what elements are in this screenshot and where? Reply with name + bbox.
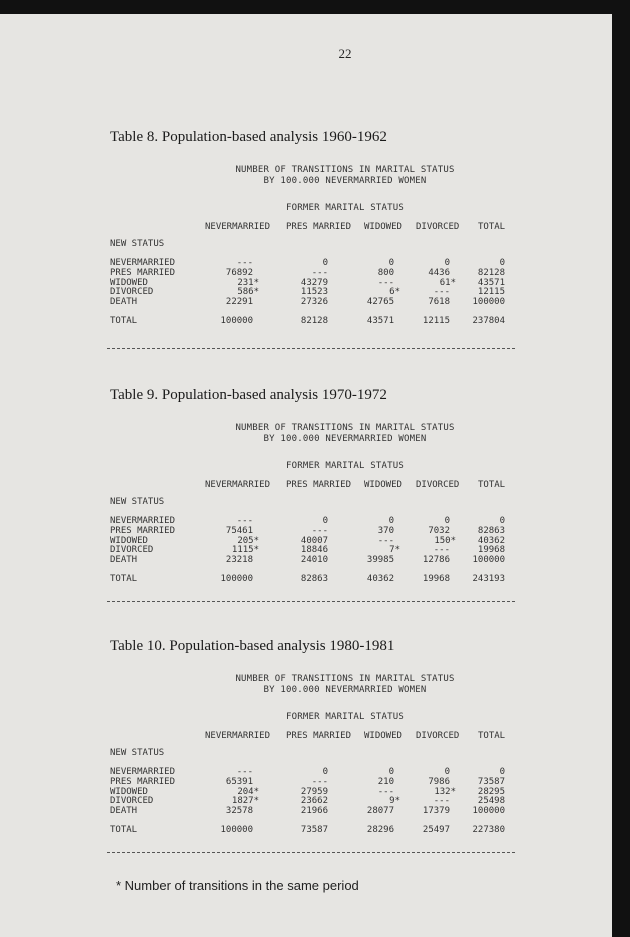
table-cell: 43571 [477, 277, 505, 288]
column-header: NEVERMARRIED [205, 731, 271, 741]
table-cell: 100000 [220, 574, 253, 584]
table-cell: 0 [388, 516, 394, 526]
table-cell: 28296 [366, 825, 394, 835]
table-cell: 1827* [231, 796, 259, 807]
table-cell: 227380 [472, 825, 505, 835]
table-subtitle-line1: NUMBER OF TRANSITIONS IN MARITAL STATUS [235, 674, 455, 684]
table-cell: --- [433, 287, 450, 298]
row-label: NEVERMARRIED [110, 258, 176, 268]
table-cell: 12115 [477, 287, 505, 298]
table-cell: 100000 [472, 297, 505, 308]
table-cell: 4436 [428, 267, 450, 278]
table-cell: 0 [499, 767, 505, 777]
column-header: WIDOWED [364, 222, 402, 232]
table-cell: 0 [444, 767, 450, 777]
table-cell: 21966 [300, 806, 328, 817]
table-title: Table 10. Population-based analysis 1980-1981 [110, 638, 395, 654]
table-cell: 0 [322, 516, 328, 526]
table-cell: 75461 [225, 525, 253, 536]
table-title: Table 9. Population-based analysis 1970-1972 [110, 387, 387, 403]
row-label: WIDOWED [110, 277, 148, 288]
total-row-label: TOTAL [110, 574, 138, 584]
row-label: WIDOWED [110, 535, 148, 546]
table-separator [107, 348, 515, 349]
table-cell: 23218 [225, 555, 253, 566]
table-cell: 27959 [300, 786, 328, 797]
column-header: NEVERMARRIED [205, 222, 271, 232]
table-cell: --- [311, 267, 328, 278]
table-cell: 23662 [300, 796, 328, 807]
column-group-label: FORMER MARITAL STATUS [286, 203, 404, 213]
table-cell: 42765 [366, 297, 394, 308]
table-cell: 1115* [231, 545, 259, 556]
table-cell: 586* [237, 287, 259, 298]
table-cell: 73587 [300, 825, 328, 835]
table-cell: 370 [377, 525, 394, 536]
page-number: 22 [338, 46, 352, 61]
table-cell: 82863 [300, 574, 328, 584]
table-cell: 100000 [472, 806, 505, 817]
table-block-0 [0, 129, 630, 367]
table-cell: 24010 [300, 555, 328, 566]
table-cell: 40362 [366, 574, 394, 584]
table-cell: 11523 [300, 287, 328, 298]
column-header: TOTAL [478, 731, 506, 741]
table-subtitle-line1: NUMBER OF TRANSITIONS IN MARITAL STATUS [235, 165, 455, 175]
table-cell: 28077 [366, 806, 394, 817]
row-label: PRES MARRIED [110, 525, 176, 536]
table-cell: 7986 [428, 776, 450, 787]
table-cell: 800 [377, 267, 394, 278]
column-header: WIDOWED [364, 480, 402, 490]
table-cell: --- [433, 796, 450, 807]
table-cell: 19968 [422, 574, 450, 584]
total-row-label: TOTAL [110, 316, 138, 326]
table-cell: --- [311, 776, 328, 787]
table-cell: 40007 [300, 535, 328, 546]
table-cell: 6* [389, 287, 400, 298]
table-cell: 12786 [422, 555, 450, 566]
row-label: DIVORCED [110, 545, 154, 556]
row-label: PRES MARRIED [110, 267, 176, 278]
row-label: DIVORCED [110, 287, 154, 298]
table-cell: 43571 [366, 316, 394, 326]
table-cell: 22291 [225, 297, 253, 308]
table-cell: 237804 [472, 316, 505, 326]
table-cell: 25497 [422, 825, 450, 835]
column-header: NEVERMARRIED [205, 480, 271, 490]
row-label: NEVERMARRIED [110, 767, 176, 777]
table-cell: 0 [444, 516, 450, 526]
column-header: PRES MARRIED [286, 222, 352, 232]
table-cell: 18846 [300, 545, 328, 556]
table-cell: 0 [388, 767, 394, 777]
table-cell: 7* [389, 545, 400, 556]
table-cell: 82863 [477, 525, 505, 536]
column-header: DIVORCED [416, 222, 460, 232]
table-cell: 100000 [220, 316, 253, 326]
table-cell: 12115 [422, 316, 450, 326]
row-label: NEVERMARRIED [110, 516, 176, 526]
table-subtitle-line2: BY 100.000 NEVERMARRIED WOMEN [263, 176, 427, 186]
table-cell: --- [433, 545, 450, 556]
row-label: DIVORCED [110, 796, 154, 807]
table-cell: --- [236, 767, 253, 777]
table-title: Table 8. Population-based analysis 1960-1962 [110, 129, 387, 145]
table-subtitle-line1: NUMBER OF TRANSITIONS IN MARITAL STATUS [235, 423, 455, 433]
footnote: * Number of transitions in the same period [116, 878, 359, 893]
table-cell: 204* [237, 786, 259, 797]
table-cell: 82128 [300, 316, 328, 326]
row-label: DEATH [110, 806, 138, 817]
table-cell: 25498 [477, 796, 505, 807]
table-cell: --- [236, 258, 253, 268]
table-cell: 0 [388, 258, 394, 268]
table-cell: 9* [389, 796, 400, 807]
table-cell: --- [377, 535, 394, 546]
table-block-2 [0, 638, 630, 876]
column-group-label: FORMER MARITAL STATUS [286, 712, 404, 722]
column-header: WIDOWED [364, 731, 402, 741]
column-header: DIVORCED [416, 480, 460, 490]
table-cell: 65391 [225, 776, 253, 787]
table-separator [107, 601, 515, 602]
table-cell: 100000 [472, 555, 505, 566]
table-cell: 7618 [428, 297, 450, 308]
row-group-label: NEW STATUS [110, 497, 165, 507]
table-cell: 100000 [220, 825, 253, 835]
table-cell: 32578 [225, 806, 253, 817]
table-cell: --- [311, 525, 328, 536]
table-cell: 210 [377, 776, 394, 787]
column-header: TOTAL [478, 480, 506, 490]
row-group-label: NEW STATUS [110, 748, 165, 758]
row-group-label: NEW STATUS [110, 239, 165, 249]
table-block-1 [0, 387, 630, 625]
column-header: PRES MARRIED [286, 731, 352, 741]
row-label: WIDOWED [110, 786, 148, 797]
table-cell: 0 [499, 516, 505, 526]
table-cell: 61* [439, 277, 456, 288]
table-cell: 27326 [300, 297, 328, 308]
table-cell: 132* [434, 786, 456, 797]
table-subtitle-line2: BY 100.000 NEVERMARRIED WOMEN [263, 434, 427, 444]
table-cell: 73587 [477, 776, 505, 787]
table-cell: 17379 [422, 806, 450, 817]
table-subtitle-line2: BY 100.000 NEVERMARRIED WOMEN [263, 685, 427, 695]
table-separator [107, 852, 515, 853]
row-label: PRES MARRIED [110, 776, 176, 787]
table-cell: 0 [444, 258, 450, 268]
row-label: DEATH [110, 555, 138, 566]
total-row-label: TOTAL [110, 825, 138, 835]
table-cell: 43279 [300, 277, 328, 288]
column-header: DIVORCED [416, 731, 460, 741]
table-cell: 0 [499, 258, 505, 268]
column-header: PRES MARRIED [286, 480, 352, 490]
table-cell: 0 [322, 258, 328, 268]
table-cell: 40362 [477, 535, 505, 546]
table-cell: 150* [434, 535, 456, 546]
table-cell: 28295 [477, 786, 505, 797]
table-cell: 0 [322, 767, 328, 777]
row-label: DEATH [110, 297, 138, 308]
table-cell: 205* [237, 535, 259, 546]
column-group-label: FORMER MARITAL STATUS [286, 461, 404, 471]
table-cell: 243193 [472, 574, 505, 584]
table-cell: 82128 [477, 267, 505, 278]
table-cell: 231* [237, 277, 259, 288]
table-cell: --- [377, 277, 394, 288]
column-header: TOTAL [478, 222, 506, 232]
table-cell: 39985 [366, 555, 394, 566]
table-cell: --- [236, 516, 253, 526]
table-cell: 76892 [225, 267, 253, 278]
table-cell: --- [377, 786, 394, 797]
table-cell: 19968 [477, 545, 505, 556]
table-cell: 7032 [428, 525, 450, 536]
